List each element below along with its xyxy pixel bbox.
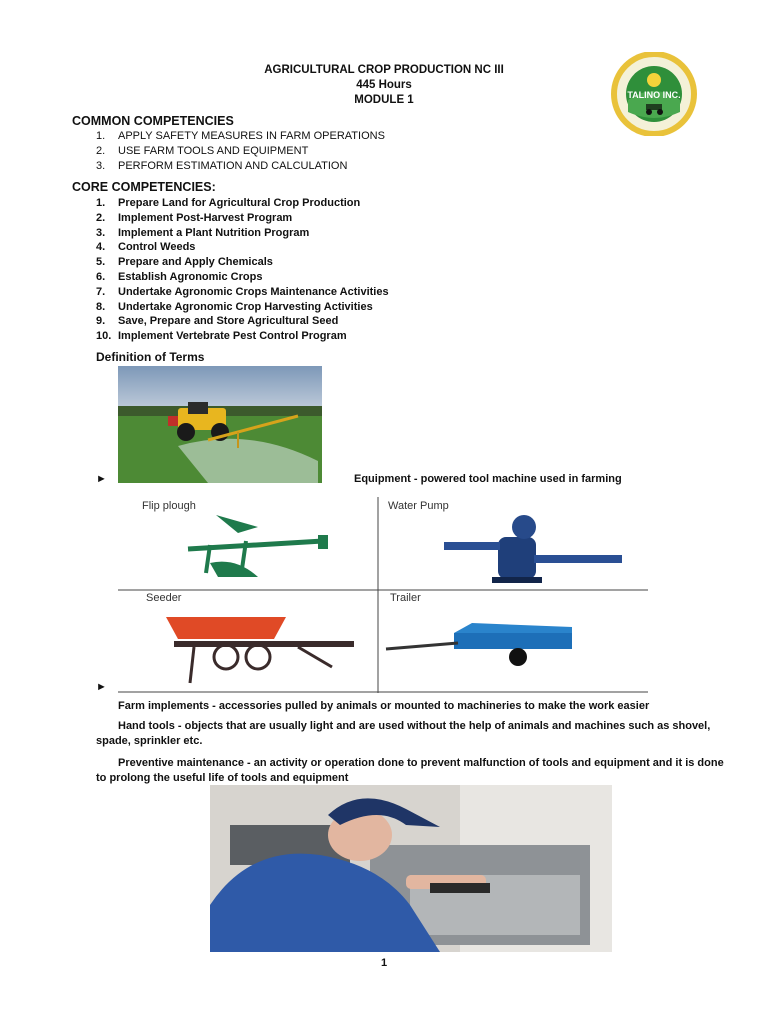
seeder-label: Seeder — [146, 592, 182, 604]
equipment-definition: Equipment - powered tool machine used in farming — [354, 473, 622, 485]
flip-plough-image — [188, 515, 328, 577]
doc-hours: 445 Hours — [356, 79, 412, 91]
core-list — [96, 196, 389, 344]
sprayer-photo — [118, 366, 322, 483]
list-item: 4. Control Weeds — [96, 241, 196, 254]
list-item: 7. Undertake Agronomic Crops Maintenance Activities — [96, 285, 389, 298]
implements-grid — [118, 497, 648, 693]
farm-implements-definition: Farm implements - accessories pulled by animals or mounted to machineries to make the work easier — [118, 700, 650, 712]
list-item: 10. Implement Vertebrate Pest Control Program — [96, 330, 347, 343]
list-item: 5. Prepare and Apply Chemicals — [96, 256, 273, 269]
bullet-icon: ► — [96, 681, 107, 693]
list-item: 3. PERFORM ESTIMATION AND CALCULATION — [96, 159, 348, 172]
list-item: 1. Prepare Land for Agricultural Crop Production — [96, 197, 361, 209]
definitions-heading: Definition of Terms — [96, 350, 205, 364]
core-heading: CORE COMPETENCIES: — [72, 180, 216, 194]
talino-logo — [610, 52, 698, 136]
list-item: 9. Save, Prepare and Store Agricultural Seed — [96, 315, 339, 328]
list-item: 3. Implement a Plant Nutrition Program — [96, 226, 310, 239]
list-item: 6. Establish Agronomic Crops — [96, 270, 263, 283]
seeder-image — [166, 617, 354, 683]
water-pump-image — [444, 515, 622, 583]
doc-module: MODULE 1 — [354, 94, 414, 106]
preventive-maintenance-definition: Preventive maintenance - an activity or operation done to prevent malfunction of tools and equipment and it is done to prolong the useful life of tools and equipment — [96, 757, 724, 784]
hand-tools-definition: Hand tools - objects that are usually light and are used without the help of animals and machines such as shovel, spade, sprinkler etc. — [96, 720, 711, 747]
bullet-icon: ► — [96, 473, 107, 485]
list-item: 1. APPLY SAFETY MEASURES IN FARM OPERATIONS — [96, 130, 385, 142]
flip-plough-label: Flip plough — [142, 500, 196, 512]
maintenance-photo — [210, 785, 612, 952]
logo-text: TALINO INC. — [627, 90, 681, 100]
doc-title: AGRICULTURAL CROP PRODUCTION NC III — [264, 64, 504, 76]
trailer-label: Trailer — [390, 592, 421, 604]
common-list — [96, 129, 385, 173]
list-item: 2. Implement Post-Harvest Program — [96, 211, 293, 224]
list-item: 8. Undertake Agronomic Crop Harvesting Activities — [96, 300, 373, 313]
list-item: 2. USE FARM TOOLS AND EQUIPMENT — [96, 144, 309, 157]
trailer-image — [386, 623, 572, 666]
page-number: 1 — [380, 957, 388, 969]
common-heading: COMMON COMPETENCIES — [72, 114, 234, 128]
water-pump-label: Water Pump — [388, 500, 449, 512]
